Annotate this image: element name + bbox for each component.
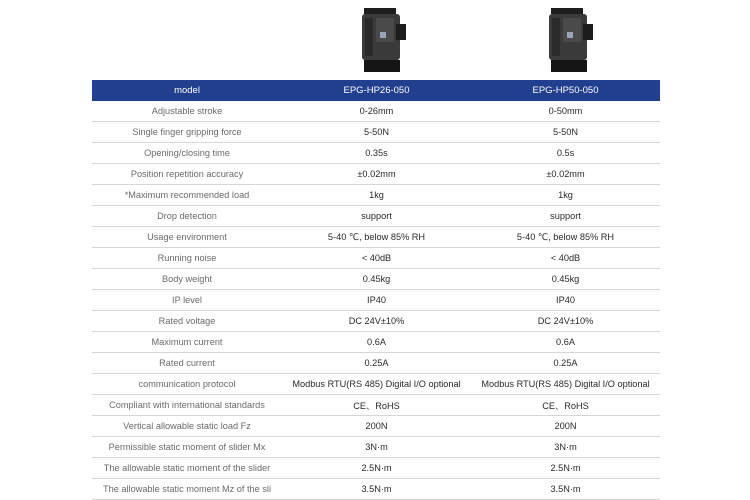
table-row <box>92 311 660 332</box>
spec-label: Vertical allowable static load Fz <box>92 416 282 437</box>
spec-value-epg-hp50: 2.5N·m <box>471 458 660 479</box>
spec-value-epg-hp26: CE、RoHS <box>282 395 471 416</box>
header-epg-hp50-050: EPG-HP50-050 <box>471 80 660 101</box>
spec-label: Usage environment <box>92 227 282 248</box>
spec-value-epg-hp50: 5-50N <box>471 122 660 143</box>
spec-table-body <box>92 101 660 500</box>
spec-label: Opening/closing time <box>92 143 282 164</box>
spec-label: Single finger gripping force <box>92 122 282 143</box>
table-row <box>92 248 660 269</box>
table-row <box>92 416 660 437</box>
spec-label: Drop detection <box>92 206 282 227</box>
spec-value-epg-hp50: 5-40 ℃, below 85% RH <box>471 227 660 248</box>
spec-value-epg-hp50: 0.25A <box>471 353 660 374</box>
table-row <box>92 227 660 248</box>
spec-value-epg-hp26: support <box>282 206 471 227</box>
spec-value-epg-hp50: Modbus RTU(RS 485) Digital I/O optional <box>471 374 660 395</box>
spec-value-epg-hp50: 3N·m <box>471 437 660 458</box>
spec-value-epg-hp50: CE、RoHS <box>471 395 660 416</box>
spec-value-epg-hp26: 3N·m <box>282 437 471 458</box>
spec-value-epg-hp26: 1kg <box>282 185 471 206</box>
header-model: model <box>92 80 282 101</box>
spec-value-epg-hp50: 0.5s <box>471 143 660 164</box>
table-row <box>92 185 660 206</box>
table-row <box>92 458 660 479</box>
table-row <box>92 479 660 500</box>
spec-label: Permissible static moment of slider Mx <box>92 437 282 458</box>
header-epg-hp26-050: EPG-HP26-050 <box>282 80 471 101</box>
spec-value-epg-hp26: 2.5N·m <box>282 458 471 479</box>
spec-label: *Maximum recommended load <box>92 185 282 206</box>
spec-label: Position repetition accuracy <box>92 164 282 185</box>
table-row <box>92 332 660 353</box>
spec-value-epg-hp50: DC 24V±10% <box>471 311 660 332</box>
spec-value-epg-hp50: ±0.02mm <box>471 164 660 185</box>
spec-value-epg-hp50: 200N <box>471 416 660 437</box>
spec-label: IP level <box>92 290 282 311</box>
spec-value-epg-hp50: 1kg <box>471 185 660 206</box>
product-images <box>0 0 750 78</box>
spec-value-epg-hp26: 0.25A <box>282 353 471 374</box>
table-row <box>92 437 660 458</box>
spec-label: Maximum current <box>92 332 282 353</box>
table-row <box>92 374 660 395</box>
table-row <box>92 395 660 416</box>
spec-label: The allowable static moment Mz of the sli <box>92 479 282 500</box>
spec-label: Running noise <box>92 248 282 269</box>
spec-value-epg-hp50: 3.5N·m <box>471 479 660 500</box>
spec-label: Body weight <box>92 269 282 290</box>
table-row <box>92 143 660 164</box>
spec-value-epg-hp26: ±0.02mm <box>282 164 471 185</box>
spec-label: Adjustable stroke <box>92 101 282 122</box>
spec-value-epg-hp26: 0.6A <box>282 332 471 353</box>
spec-label: The allowable static moment of the slider <box>92 458 282 479</box>
spec-value-epg-hp26: 3.5N·m <box>282 479 471 500</box>
spec-value-epg-hp50: IP40 <box>471 290 660 311</box>
table-row <box>92 206 660 227</box>
spec-value-epg-hp50: 0.6A <box>471 332 660 353</box>
spec-value-epg-hp50: 0-50mm <box>471 101 660 122</box>
table-row <box>92 122 660 143</box>
spec-value-epg-hp26: 200N <box>282 416 471 437</box>
spec-value-epg-hp26: 5-50N <box>282 122 471 143</box>
table-row <box>92 101 660 122</box>
table-row <box>92 290 660 311</box>
spec-value-epg-hp26: DC 24V±10% <box>282 311 471 332</box>
spec-label: Compliant with international standards <box>92 395 282 416</box>
spec-table-header <box>92 80 660 101</box>
spec-value-epg-hp26: Modbus RTU(RS 485) Digital I/O optional <box>282 374 471 395</box>
spec-value-epg-hp26: IP40 <box>282 290 471 311</box>
spec-value-epg-hp26: 5-40 ℃, below 85% RH <box>282 227 471 248</box>
spec-value-epg-hp26: 0.35s <box>282 143 471 164</box>
table-row <box>92 269 660 290</box>
product-image-epg-hp26 <box>360 6 408 74</box>
spec-label: communication protocol <box>92 374 282 395</box>
spec-label: Rated voltage <box>92 311 282 332</box>
product-image-epg-hp50 <box>547 6 595 74</box>
spec-value-epg-hp26: 0-26mm <box>282 101 471 122</box>
spec-value-epg-hp50: support <box>471 206 660 227</box>
spec-value-epg-hp50: < 40dB <box>471 248 660 269</box>
spec-table <box>92 80 660 500</box>
table-row <box>92 164 660 185</box>
spec-value-epg-hp26: 0.45kg <box>282 269 471 290</box>
table-row <box>92 353 660 374</box>
spec-label: Rated current <box>92 353 282 374</box>
spec-value-epg-hp26: < 40dB <box>282 248 471 269</box>
spec-value-epg-hp50: 0.45kg <box>471 269 660 290</box>
